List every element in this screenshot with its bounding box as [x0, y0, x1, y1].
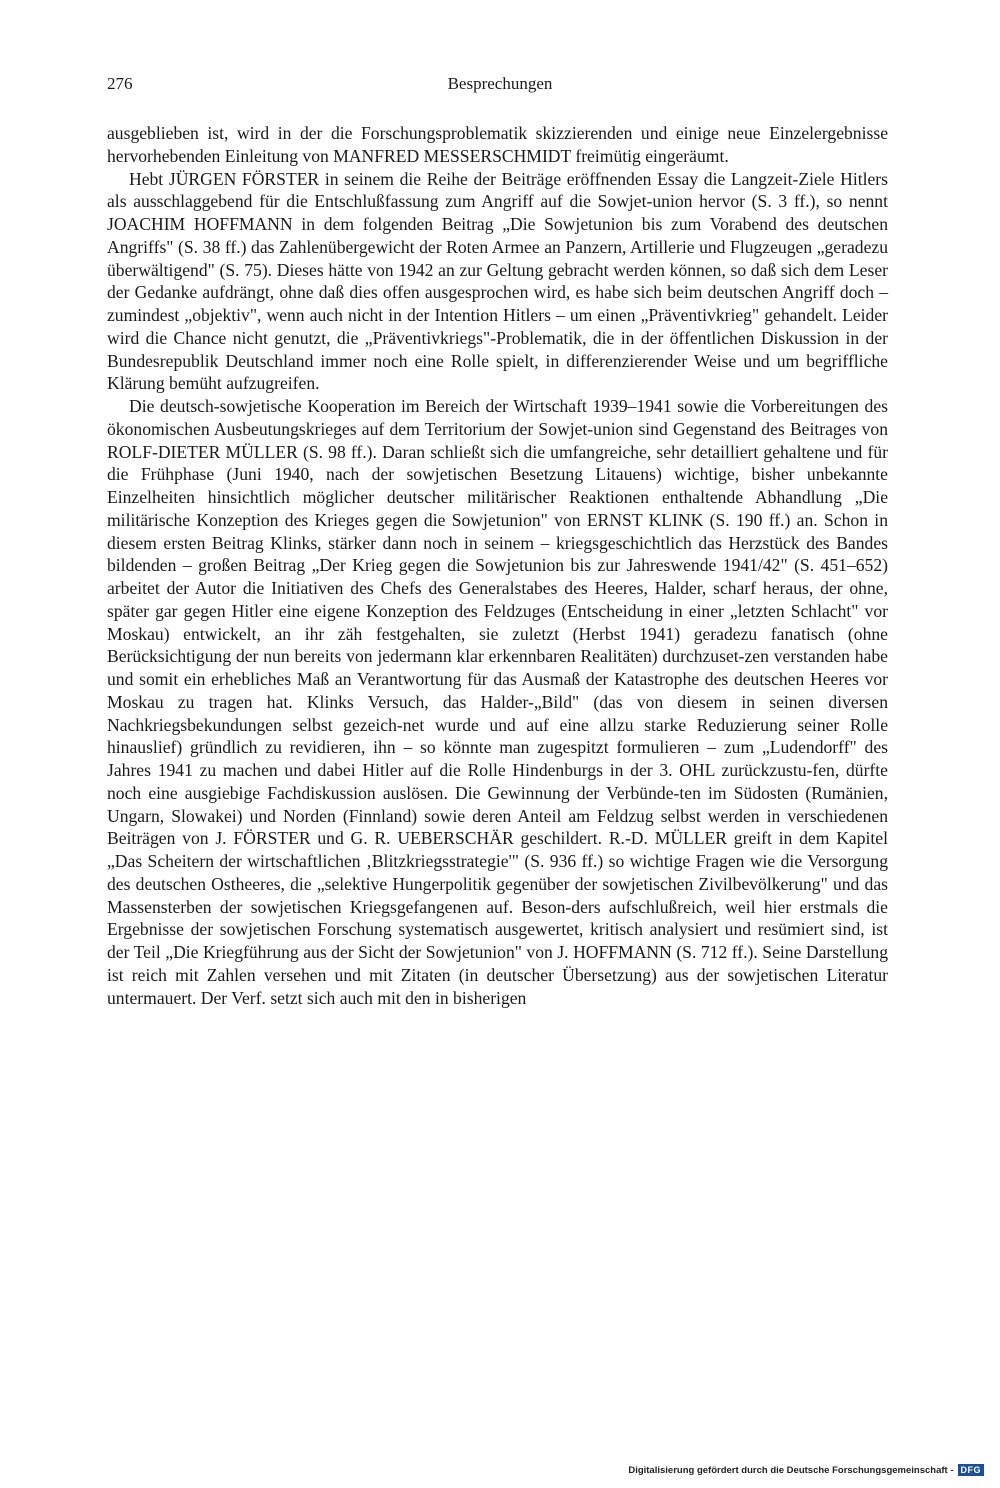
paragraph-continuation: ausgeblieben ist, wird in der die Forschungsproblematik skizzierenden und einige neue Einzelergebnisse hervorhebenden Einleitung von MANFRED MESSERSCHMIDT freimütig eingeräumt. [107, 123, 888, 166]
digitization-credit [628, 1464, 984, 1476]
paragraph-kooperation-klink: Die deutsch-sowjetische Kooperation im Bereich der Wirtschaft 1939–1941 sowie die Vorbereitungen des ökonomischen Ausbeutungskrieges auf dem Territorium der Sowjet-union sind Gegenstand des Beitrages von ROLF-DIETER MÜLLER (S. 98 ff.). Daran schließt sich die umfangreiche, sehr detailliert gehaltene und für die Frühphase (Juni 1940, nach der sowjetischen Besetzung Litauens) wichtige, bisher unbekannte Einzelheiten hinsichtlich möglicher deutscher militärischer Reaktionen enthaltende Abhandlung „Die militärische Konzeption des Krieges gegen die Sowjetunion" von ERNST KLINK (S. 190 ff.) an. Schon in diesem ersten Beitrag Klinks, stärker dann noch in seinem – kriegsgeschichtlich das Herzstück des Bandes bildenden – großen Beitrag „Der Krieg gegen die Sowjetunion bis zur Jahreswende 1941/42" (S. 451–652) arbeitet der Autor die Initiativen des Chefs des Generalstabes des Heeres, Halder, scharf heraus, der ohne, später gar gegen Hitler eine eigene Konzeption des Feldzuges (Entscheidung in einer „letzten Schlacht" vor Moskau) entwickelt, an ihr zäh festgehalten, sie zuletzt (Herbst 1941) geradezu fanatisch (ohne Berücksichtigung der nun bereits von jedermann klar erkennbaren Realitäten) durchzuset-zen verstanden habe und somit ein erhebliches Maß an Verantwortung für das Ausmaß der Katastrophe des deutschen Heeres vor Moskau zu tragen hat. Klinks Versuch, das Halder-„Bild" (das von diesem in seinen diversen Nachkriegsbekundungen selbst gezeich-net wurde und auf eine allzu starke Reduzierung seiner Rolle hinauslief) gründlich zu revidieren, ihn – so könnte man zugespitzt formulieren – zum „Ludendorff" des Jahres 1941 zu machen und dabei Hitler auf die Rolle Hindenburgs in der 3. OHL zurückzustu-fen, dürfte noch eine ausgiebige Fachdiskussion auslösen. Die Gewinnung der Verbünde-ten im Südosten (Rumänien, Ungarn, Slowakei) und Norden (Finnland) sowie deren Anteil am Feldzug selbst werden in verschiedenen Beiträgen von J. FÖRSTER und G. R. UEBERSCHÄR geschildert. R.-D. MÜLLER greift in dem Kapitel „Das Scheitern der wirtschaftlichen ‚Blitzkriegsstrategie'" (S. 936 ff.) so wichtige Fragen wie die Versorgung des deutschen Ostheeres, die „selektive Hungerpolitik gegenüber der sowjetischen Zivilbevölkerung" und das Massensterben der sowjetischen Kriegsgefangenen auf. Beson-ders aufschlußreich, weil hier erstmals die Ergebnisse der sowjetischen Forschung systematisch ausgewertet, kritisch analysiert und resümiert sind, ist der Teil „Die Kriegführung aus der Sicht der Sowjetunion" von J. HOFFMANN (S. 712 ff.). Seine Darstellung ist reich mit Zahlen versehen und mit Zitaten (in deutscher Übersetzung) aus der sowjetischen Literatur untermauert. Der Verf. setzt sich auch mit den in bisherigen [107, 396, 888, 1008]
running-head: Besprechungen [447, 74, 553, 93]
dfg-logo: DFG [958, 1464, 985, 1476]
paragraph-foerster-hoffmann: Hebt JÜRGEN FÖRSTER in seinem die Reihe der Beiträge eröffnenden Essay die Langzeit-Ziele Hitlers als ausschlaggebend für die Entschlußfassung zum Angriff auf die Sowjet-union hervor (S. 3 ff.), so nennt JOACHIM HOFFMANN in dem folgenden Beitrag „Die Sowjetunion bis zum Vorabend des deutschen Angriffs" (S. 38 ff.) das Zahlenübergewicht der Roten Armee an Panzern, Artillerie und Flugzeugen „geradezu überwältigend" (S. 75). Dieses hätte von 1942 an zur Geltung gebracht werden können, so daß sich dem Leser der Gedanke aufdrängt, ohne daß dies offen ausgesprochen wird, es habe sich beim deutschen Angriff doch – zumindest „objektiv", wenn auch nicht in der Intention Hitlers – um einen „Präventivkrieg" gehandelt. Leider wird die Chance nicht genutzt, die „Präventivkriegs"-Problematik, die in der öffentlichen Diskussion in der Bundesrepublik Deutschland immer noch eine Rolle spielt, in differenzierender Weise und um begriffliche Klärung bemüht aufzugreifen. [107, 168, 888, 394]
credit-text: Digitalisierung gefördert durch die Deutsche Forschungsgemeinschaft - [628, 1464, 954, 1476]
page-number: 276 [107, 74, 133, 93]
body-text [107, 122, 888, 1009]
